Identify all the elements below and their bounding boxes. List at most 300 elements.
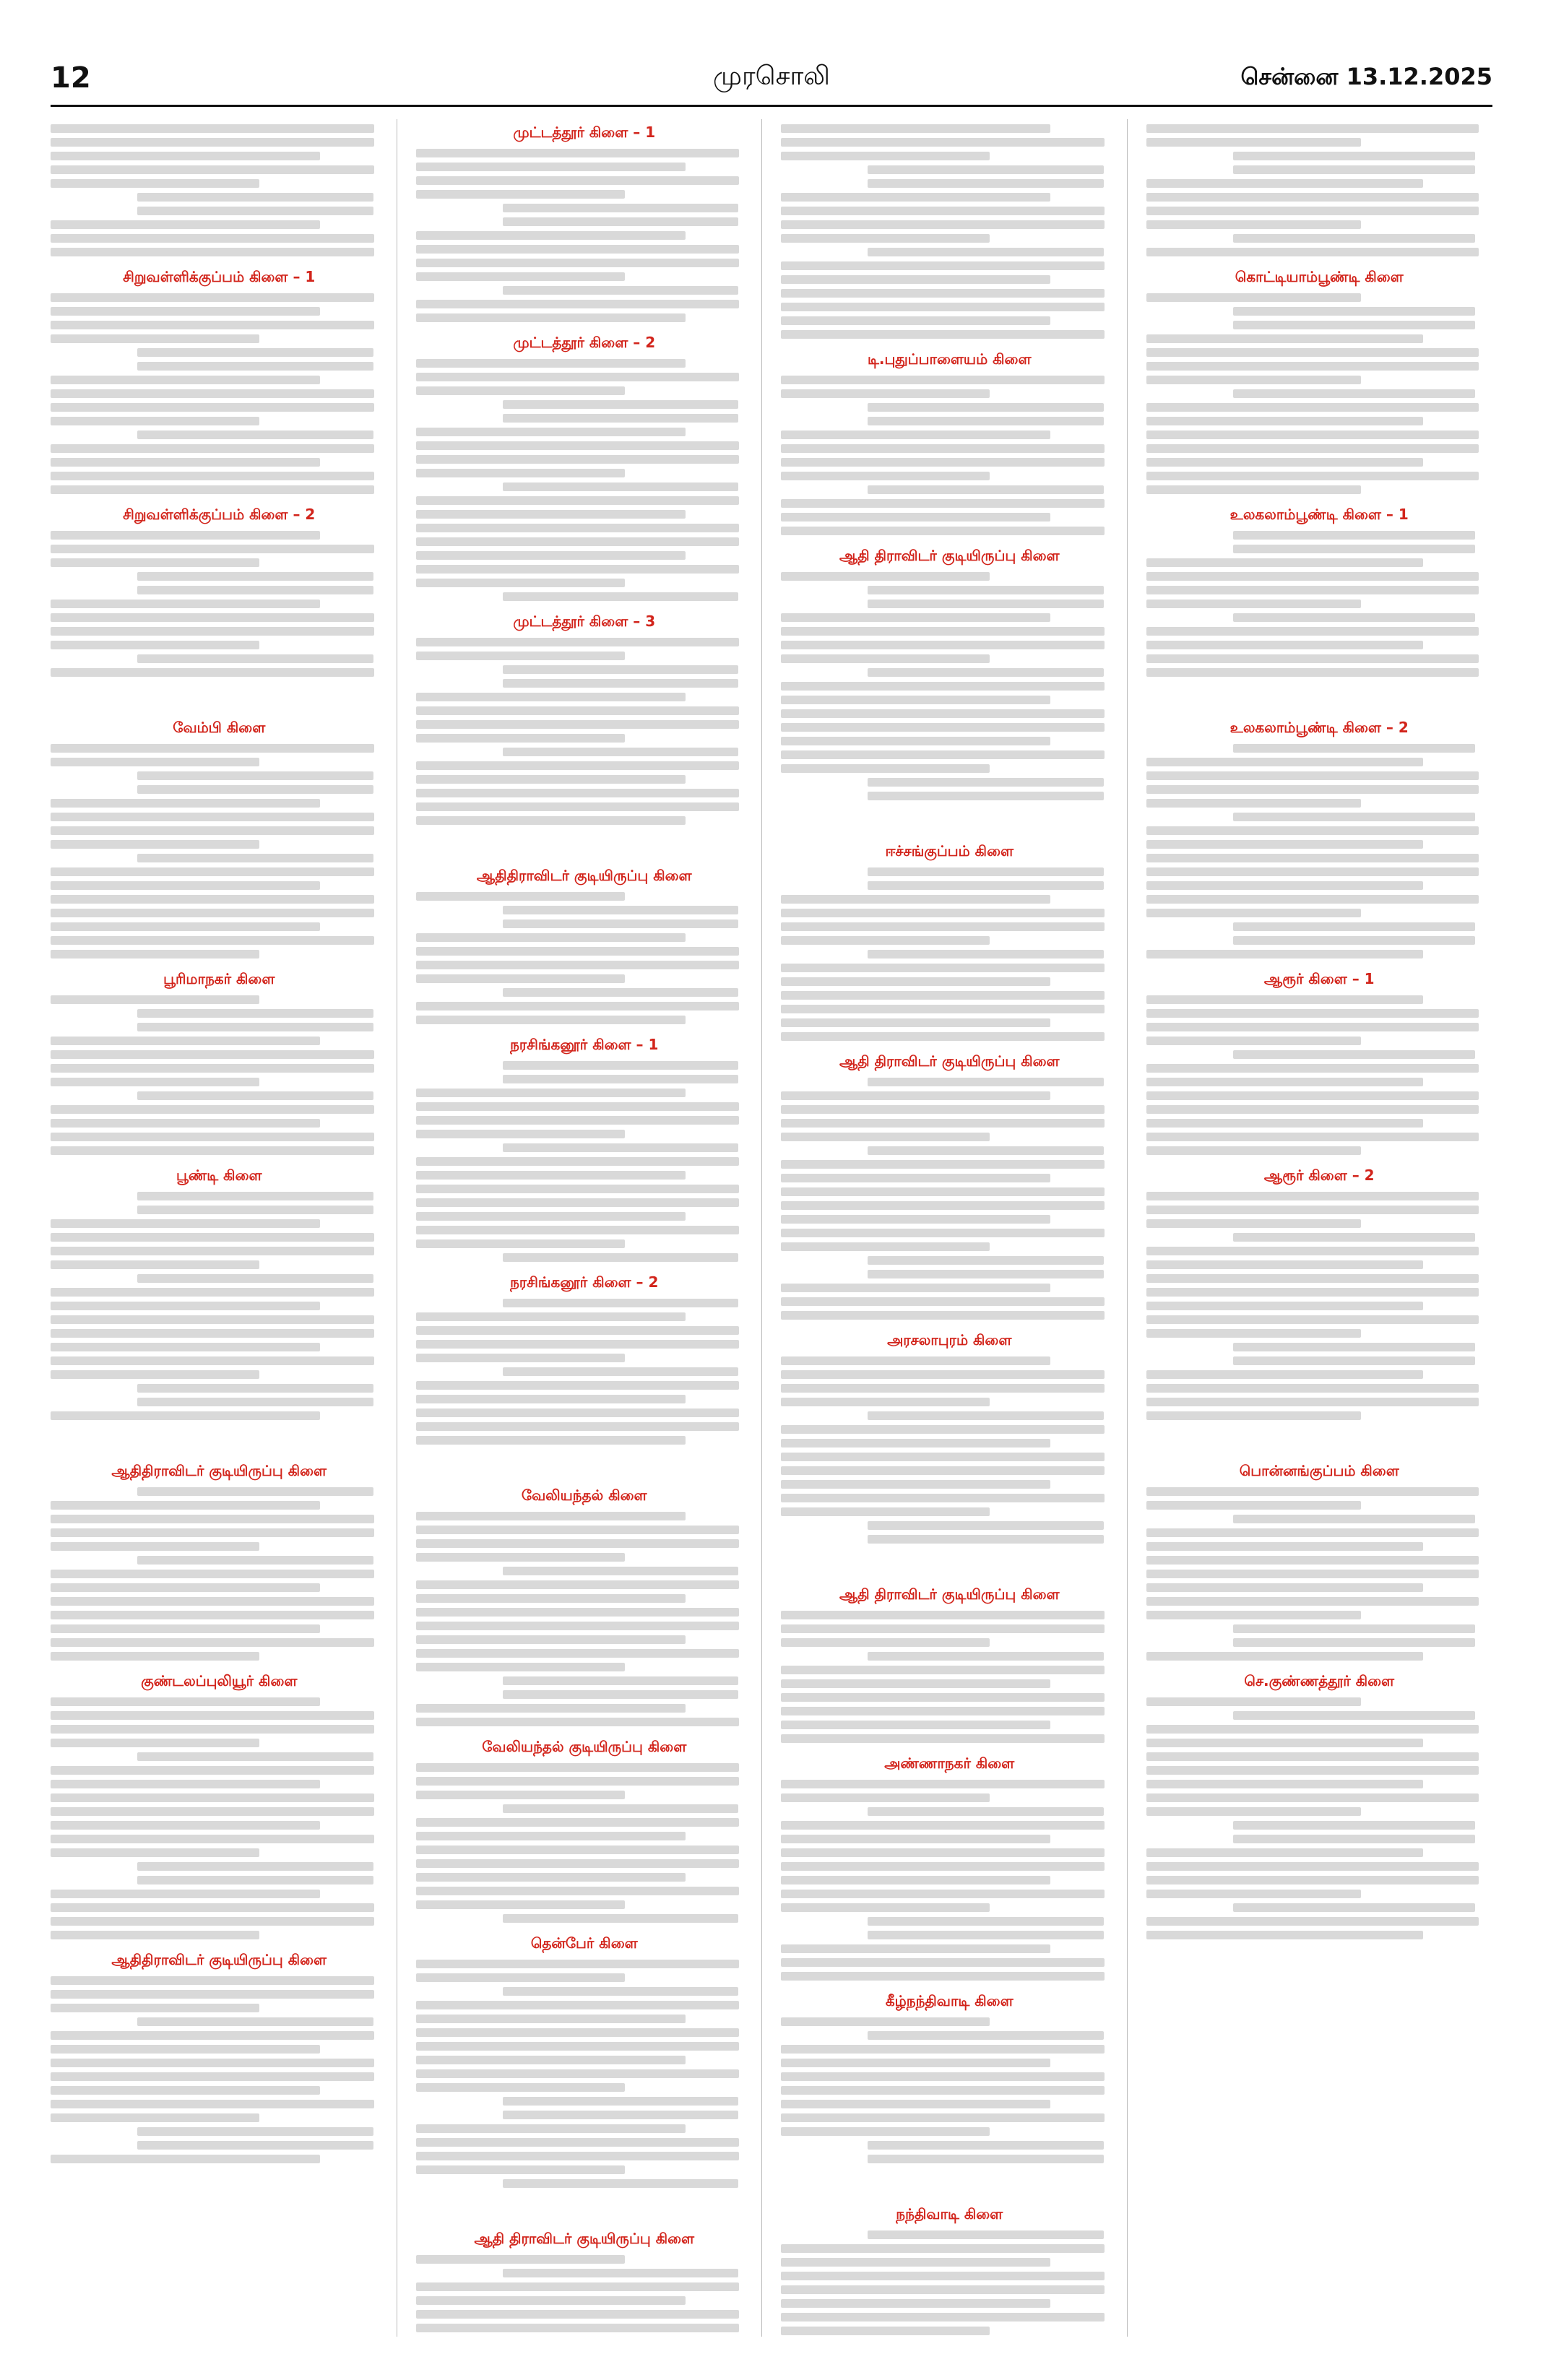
text-line-placeholder <box>137 572 373 581</box>
branch-heading: முட்டத்தூர் கிளை – 1 <box>513 124 656 141</box>
text-line-placeholder <box>781 1972 1105 1981</box>
text-line-placeholder <box>781 1242 990 1251</box>
text-line-placeholder <box>1146 1528 1479 1537</box>
text-line-placeholder <box>868 1256 1104 1265</box>
branch-heading: ஈச்சங்குப்பம் கிளை <box>885 842 1014 860</box>
text-line-placeholder <box>51 1302 320 1310</box>
text-line-placeholder <box>416 2282 740 2291</box>
text-line-placeholder <box>1146 348 1479 357</box>
text-line-placeholder <box>1146 1766 1479 1775</box>
branch-section <box>51 1462 388 1661</box>
text-line-placeholder <box>416 1594 686 1603</box>
text-line-placeholder <box>781 1666 1105 1674</box>
text-line-placeholder <box>51 2059 374 2067</box>
text-line-placeholder <box>781 289 1105 298</box>
text-line-placeholder <box>51 444 374 453</box>
text-line-placeholder <box>51 995 259 1004</box>
text-line-placeholder <box>781 1018 1050 1027</box>
text-line-placeholder <box>137 586 373 594</box>
text-line-placeholder <box>1233 307 1476 316</box>
text-line-placeholder <box>1146 1752 1479 1761</box>
text-line-placeholder <box>51 1050 374 1059</box>
branch-section <box>1146 1462 1493 1661</box>
text-line-placeholder <box>868 867 1104 876</box>
text-line-placeholder <box>416 231 686 240</box>
text-line-placeholder <box>51 1146 374 1155</box>
text-line-placeholder <box>416 386 625 395</box>
text-line-placeholder <box>1233 165 1476 174</box>
branch-section <box>1146 506 1493 677</box>
text-line-placeholder <box>781 1439 1050 1448</box>
text-line-placeholder <box>868 485 1104 494</box>
text-line-placeholder <box>1146 572 1479 581</box>
branch-section <box>781 1754 1118 1981</box>
branch-section <box>1146 124 1493 256</box>
branch-section <box>51 124 388 256</box>
text-line-placeholder <box>1146 840 1424 849</box>
text-line-placeholder <box>416 149 740 157</box>
text-line-placeholder <box>868 600 1104 608</box>
text-line-placeholder <box>51 1835 374 1843</box>
text-line-placeholder <box>51 1711 374 1720</box>
text-line-placeholder <box>51 403 374 412</box>
branch-section <box>1146 1672 1493 1939</box>
text-line-placeholder <box>51 799 320 808</box>
text-line-placeholder <box>51 1233 374 1242</box>
text-line-placeholder <box>781 303 1105 311</box>
text-line-placeholder <box>1146 1105 1479 1114</box>
text-line-placeholder <box>781 613 1050 622</box>
text-line-placeholder <box>781 2086 1105 2095</box>
text-line-placeholder <box>1146 1807 1361 1816</box>
text-line-placeholder <box>1146 1274 1479 1283</box>
text-line-placeholder <box>416 1326 740 1335</box>
branch-section <box>51 506 388 677</box>
branch-heading: குண்டலப்புலியூர் கிளை <box>141 1672 298 1689</box>
text-line-placeholder <box>503 988 739 997</box>
text-line-placeholder <box>503 906 739 914</box>
branch-heading: பூரிமாநகர் கிளை <box>163 970 275 987</box>
text-line-placeholder <box>503 1061 739 1070</box>
branch-section <box>416 867 753 1024</box>
text-line-placeholder <box>503 1676 739 1685</box>
text-line-placeholder <box>1146 1288 1479 1297</box>
text-line-placeholder <box>868 1917 1104 1926</box>
text-line-placeholder <box>781 1297 1105 1306</box>
branch-section <box>416 124 753 322</box>
branch-section <box>781 124 1118 339</box>
text-line-placeholder <box>781 1679 1050 1688</box>
text-line-placeholder <box>51 389 374 398</box>
text-line-placeholder <box>1146 854 1479 862</box>
text-line-placeholder <box>416 2124 686 2133</box>
masthead <box>51 58 1492 98</box>
text-line-placeholder <box>1146 207 1479 215</box>
text-line-placeholder <box>137 771 373 780</box>
text-line-placeholder <box>416 2324 740 2332</box>
text-line-placeholder <box>1146 950 1424 959</box>
text-line-placeholder <box>416 1704 686 1713</box>
text-line-placeholder <box>781 124 1050 133</box>
text-line-placeholder <box>1146 909 1361 917</box>
text-line-placeholder <box>1146 1917 1479 1926</box>
text-line-placeholder <box>51 2004 259 2012</box>
section-gap <box>781 1555 1118 1581</box>
text-line-placeholder <box>51 152 320 160</box>
text-line-placeholder <box>1233 1711 1476 1720</box>
text-line-placeholder <box>51 1583 320 1592</box>
branch-section <box>51 719 388 959</box>
text-line-placeholder <box>416 1185 740 1193</box>
text-line-placeholder <box>51 2031 374 2040</box>
text-line-placeholder <box>1146 867 1479 876</box>
text-line-placeholder <box>51 165 374 174</box>
text-line-placeholder <box>1146 881 1424 890</box>
branch-section <box>781 2205 1118 2337</box>
text-line-placeholder <box>416 1608 740 1617</box>
text-line-placeholder <box>503 414 739 423</box>
text-line-placeholder <box>416 1900 625 1909</box>
text-line-placeholder <box>503 1914 739 1923</box>
text-line-placeholder <box>51 321 374 329</box>
branch-section <box>416 613 753 825</box>
text-line-placeholder <box>137 430 373 439</box>
text-line-placeholder <box>416 1198 740 1207</box>
text-line-placeholder <box>1146 1652 1424 1661</box>
text-line-placeholder <box>1233 1356 1476 1365</box>
text-line-placeholder <box>137 1091 373 1100</box>
text-line-placeholder <box>868 881 1104 890</box>
text-line-placeholder <box>1146 1119 1424 1128</box>
text-line-placeholder <box>1146 376 1361 384</box>
text-line-placeholder <box>51 1793 374 1802</box>
text-line-placeholder <box>1146 1206 1479 1214</box>
branch-heading: கீழ்நந்திவாடி கிளை <box>885 1992 1013 2009</box>
text-line-placeholder <box>416 469 625 477</box>
text-line-placeholder <box>51 1515 374 1523</box>
text-line-placeholder <box>416 455 740 464</box>
text-line-placeholder <box>416 1718 740 1726</box>
text-line-placeholder <box>1146 1315 1479 1324</box>
text-line-placeholder <box>503 483 739 491</box>
text-line-placeholder <box>51 867 374 876</box>
branch-section <box>51 268 388 494</box>
text-line-placeholder <box>781 2244 1105 2253</box>
text-line-placeholder <box>1146 1192 1479 1200</box>
text-line-placeholder <box>1146 1302 1424 1310</box>
text-line-placeholder <box>781 922 1105 931</box>
text-line-placeholder <box>51 234 374 243</box>
text-line-placeholder <box>51 895 374 904</box>
text-line-placeholder <box>1146 1411 1361 1420</box>
text-line-placeholder <box>416 974 625 983</box>
text-line-placeholder <box>51 1064 374 1073</box>
branch-heading: ஆதி திராவிடர் குடியிருப்பு கிளை <box>839 1052 1060 1070</box>
text-line-placeholder <box>416 1116 740 1125</box>
columns <box>51 119 1492 2337</box>
text-line-placeholder <box>1233 813 1476 821</box>
text-line-placeholder <box>1146 1037 1361 1045</box>
branch-section <box>51 970 388 1155</box>
text-line-placeholder <box>781 709 1105 718</box>
text-line-placeholder <box>51 2072 374 2081</box>
text-line-placeholder <box>1146 1697 1361 1706</box>
text-line-placeholder <box>868 1535 1104 1544</box>
text-line-placeholder <box>137 2017 373 2026</box>
text-line-placeholder <box>51 1501 320 1510</box>
text-line-placeholder <box>137 1384 373 1393</box>
text-line-placeholder <box>503 2111 739 2119</box>
text-line-placeholder <box>51 1931 259 1939</box>
text-line-placeholder <box>781 234 990 243</box>
text-line-placeholder <box>1146 1793 1479 1802</box>
text-line-placeholder <box>1146 1876 1479 1884</box>
text-line-placeholder <box>781 1201 1105 1210</box>
text-line-placeholder <box>781 1903 990 1912</box>
text-line-placeholder <box>51 840 259 849</box>
text-line-placeholder <box>416 1887 740 1895</box>
text-line-placeholder <box>503 204 739 212</box>
text-line-placeholder <box>51 558 259 567</box>
text-line-placeholder <box>1146 826 1479 835</box>
text-line-placeholder <box>868 2155 1104 2163</box>
branch-section <box>51 1951 388 2163</box>
text-line-placeholder <box>781 2059 1050 2067</box>
text-line-placeholder <box>51 293 374 302</box>
text-line-placeholder <box>1146 1725 1479 1734</box>
branch-heading: முட்டத்தூர் கிளை – 2 <box>513 334 656 351</box>
text-line-placeholder <box>781 2272 1105 2280</box>
text-line-placeholder <box>868 778 1104 787</box>
text-line-placeholder <box>51 613 374 622</box>
text-line-placeholder <box>416 1354 625 1362</box>
text-line-placeholder <box>51 2086 320 2095</box>
text-line-placeholder <box>868 1146 1104 1155</box>
text-line-placeholder <box>1146 1023 1479 1031</box>
text-line-placeholder <box>781 330 1105 339</box>
text-line-placeholder <box>781 1356 1050 1365</box>
text-line-placeholder <box>781 444 1105 453</box>
text-line-placeholder <box>416 734 625 743</box>
text-line-placeholder <box>781 1944 1050 1953</box>
text-line-placeholder <box>781 1734 1105 1743</box>
text-line-placeholder <box>1146 193 1479 202</box>
text-line-placeholder <box>51 307 320 316</box>
text-line-placeholder <box>1146 1219 1361 1228</box>
text-line-placeholder <box>1146 1009 1479 1018</box>
text-line-placeholder <box>503 1567 739 1575</box>
text-line-placeholder <box>51 909 374 917</box>
text-line-placeholder <box>1146 654 1479 663</box>
text-line-placeholder <box>1146 1780 1424 1788</box>
text-line-placeholder <box>868 1078 1104 1086</box>
text-line-placeholder <box>416 1832 686 1840</box>
text-line-placeholder <box>51 138 374 147</box>
text-line-placeholder <box>781 654 990 663</box>
text-line-placeholder <box>51 376 320 384</box>
branch-heading: ஆதிதிராவிடர் குடியிருப்பு கிளை <box>111 1462 327 1479</box>
branch-section <box>416 1487 753 1726</box>
text-line-placeholder <box>416 373 740 381</box>
text-line-placeholder <box>781 513 1050 522</box>
text-line-placeholder <box>416 1777 740 1786</box>
text-line-placeholder <box>868 586 1104 594</box>
text-line-placeholder <box>1146 430 1479 439</box>
text-line-placeholder <box>416 1408 740 1417</box>
text-line-placeholder <box>1146 1370 1424 1379</box>
text-line-placeholder <box>781 977 1050 986</box>
text-line-placeholder <box>51 179 259 188</box>
section-gap <box>1146 1432 1493 1458</box>
text-line-placeholder <box>1146 558 1424 567</box>
branch-heading: அண்ணாநகர் கிளை <box>884 1754 1015 1772</box>
text-line-placeholder <box>416 1102 740 1111</box>
text-line-placeholder <box>781 1370 1105 1379</box>
text-line-placeholder <box>416 176 740 185</box>
text-line-placeholder <box>416 272 625 281</box>
text-line-placeholder <box>503 2179 739 2188</box>
text-line-placeholder <box>781 1876 1050 1884</box>
text-line-placeholder <box>416 2255 625 2264</box>
text-line-placeholder <box>137 785 373 794</box>
text-line-placeholder <box>868 165 1104 174</box>
text-line-placeholder <box>1146 362 1479 371</box>
text-line-placeholder <box>1146 1611 1361 1619</box>
text-line-placeholder <box>868 1270 1104 1278</box>
text-line-placeholder <box>781 1611 1105 1619</box>
text-line-placeholder <box>1146 1570 1479 1578</box>
text-line-placeholder <box>416 496 740 505</box>
text-line-placeholder <box>1146 472 1479 480</box>
text-line-placeholder <box>781 2100 1050 2108</box>
text-line-placeholder <box>137 348 373 357</box>
text-line-placeholder <box>868 248 1104 256</box>
branch-heading: பூண்டி கிளை <box>176 1167 262 1184</box>
text-line-placeholder <box>416 2152 740 2160</box>
text-line-placeholder <box>1146 485 1361 494</box>
branch-section <box>781 547 1118 800</box>
text-line-placeholder <box>781 1160 1105 1169</box>
text-line-placeholder <box>781 2327 990 2335</box>
text-line-placeholder <box>416 1960 740 1968</box>
text-line-placeholder <box>781 1174 1050 1182</box>
branch-heading: நரசிங்கனூர் கிளை – 1 <box>510 1036 659 1053</box>
text-line-placeholder <box>137 1556 373 1565</box>
section-gap <box>416 1456 753 1482</box>
text-line-placeholder <box>503 1253 739 1262</box>
text-line-placeholder <box>1146 220 1361 229</box>
text-line-placeholder <box>781 696 1050 704</box>
section-gap <box>51 2175 388 2201</box>
text-line-placeholder <box>51 1119 320 1128</box>
branch-heading: நந்திவாடி கிளை <box>896 2205 1003 2223</box>
text-line-placeholder <box>781 1507 990 1516</box>
text-line-placeholder <box>416 1130 625 1138</box>
branch-section <box>416 334 753 601</box>
text-line-placeholder <box>503 286 739 295</box>
text-line-placeholder <box>781 1466 1105 1475</box>
text-line-placeholder <box>781 895 1050 904</box>
text-line-placeholder <box>1233 936 1476 945</box>
text-line-placeholder <box>51 485 374 494</box>
text-line-placeholder <box>781 572 990 581</box>
text-line-placeholder <box>416 2165 625 2174</box>
text-line-placeholder <box>1233 1903 1476 1912</box>
text-line-placeholder <box>416 2056 686 2064</box>
column-1 <box>51 119 397 2337</box>
text-line-placeholder <box>1233 1821 1476 1830</box>
text-line-placeholder <box>416 1663 625 1671</box>
text-line-placeholder <box>1146 1542 1424 1551</box>
text-line-placeholder <box>781 2113 1105 2122</box>
text-line-placeholder <box>781 2017 990 2026</box>
text-line-placeholder <box>51 1638 374 1647</box>
text-line-placeholder <box>1146 1260 1424 1269</box>
branch-heading: ஆதி திராவிடர் குடியிருப்பு கிளை <box>839 1585 1060 1603</box>
text-line-placeholder <box>51 124 374 133</box>
text-line-placeholder <box>416 1622 740 1630</box>
branch-heading: பொன்னங்குப்பம் கிளை <box>1239 1462 1399 1479</box>
text-line-placeholder <box>503 592 739 601</box>
column-4 <box>1146 119 1493 2337</box>
text-line-placeholder <box>416 1239 625 1248</box>
text-line-placeholder <box>416 2001 740 2009</box>
branch-section <box>416 2230 753 2337</box>
branch-heading: சிறுவள்ளிக்குப்பம் கிளை – 1 <box>123 268 316 285</box>
text-line-placeholder <box>51 417 259 425</box>
text-line-placeholder <box>51 1766 374 1775</box>
text-line-placeholder <box>1146 458 1424 467</box>
text-line-placeholder <box>1233 389 1476 398</box>
text-line-placeholder <box>503 1143 739 1152</box>
branch-heading: ஆரூர் கிளை – 1 <box>1263 970 1375 987</box>
branch-heading: வேலியந்தல் கிளை <box>521 1487 647 1504</box>
text-line-placeholder <box>1146 1133 1479 1141</box>
text-line-placeholder <box>137 654 373 663</box>
text-line-placeholder <box>1146 641 1424 649</box>
text-line-placeholder <box>416 510 686 519</box>
text-line-placeholder <box>503 748 739 756</box>
text-line-placeholder <box>1146 417 1424 425</box>
text-line-placeholder <box>51 1219 320 1228</box>
text-line-placeholder <box>1146 444 1479 453</box>
text-line-placeholder <box>51 1807 374 1816</box>
branch-heading: உலகலாம்பூண்டி கிளை – 2 <box>1229 719 1409 736</box>
text-line-placeholder <box>868 179 1104 188</box>
text-line-placeholder <box>1146 668 1479 677</box>
text-line-placeholder <box>137 1487 373 1496</box>
text-line-placeholder <box>51 826 374 835</box>
text-line-placeholder <box>781 909 1105 917</box>
text-line-placeholder <box>51 758 259 766</box>
text-line-placeholder <box>781 1707 1105 1715</box>
text-line-placeholder <box>1146 179 1424 188</box>
text-line-placeholder <box>416 190 625 199</box>
branch-heading: செ.குண்ணத்தூர் கிளை <box>1244 1672 1395 1689</box>
text-line-placeholder <box>1233 1835 1476 1843</box>
text-line-placeholder <box>51 1133 374 1141</box>
text-line-placeholder <box>1233 1050 1476 1059</box>
column-3 <box>781 119 1128 2337</box>
text-line-placeholder <box>868 668 1104 677</box>
text-line-placeholder <box>416 1089 686 1097</box>
text-line-placeholder <box>51 1528 374 1537</box>
text-line-placeholder <box>51 472 374 480</box>
text-line-placeholder <box>416 693 686 701</box>
branch-section <box>416 1934 753 2188</box>
text-line-placeholder <box>781 2045 1105 2054</box>
text-line-placeholder <box>137 854 373 862</box>
